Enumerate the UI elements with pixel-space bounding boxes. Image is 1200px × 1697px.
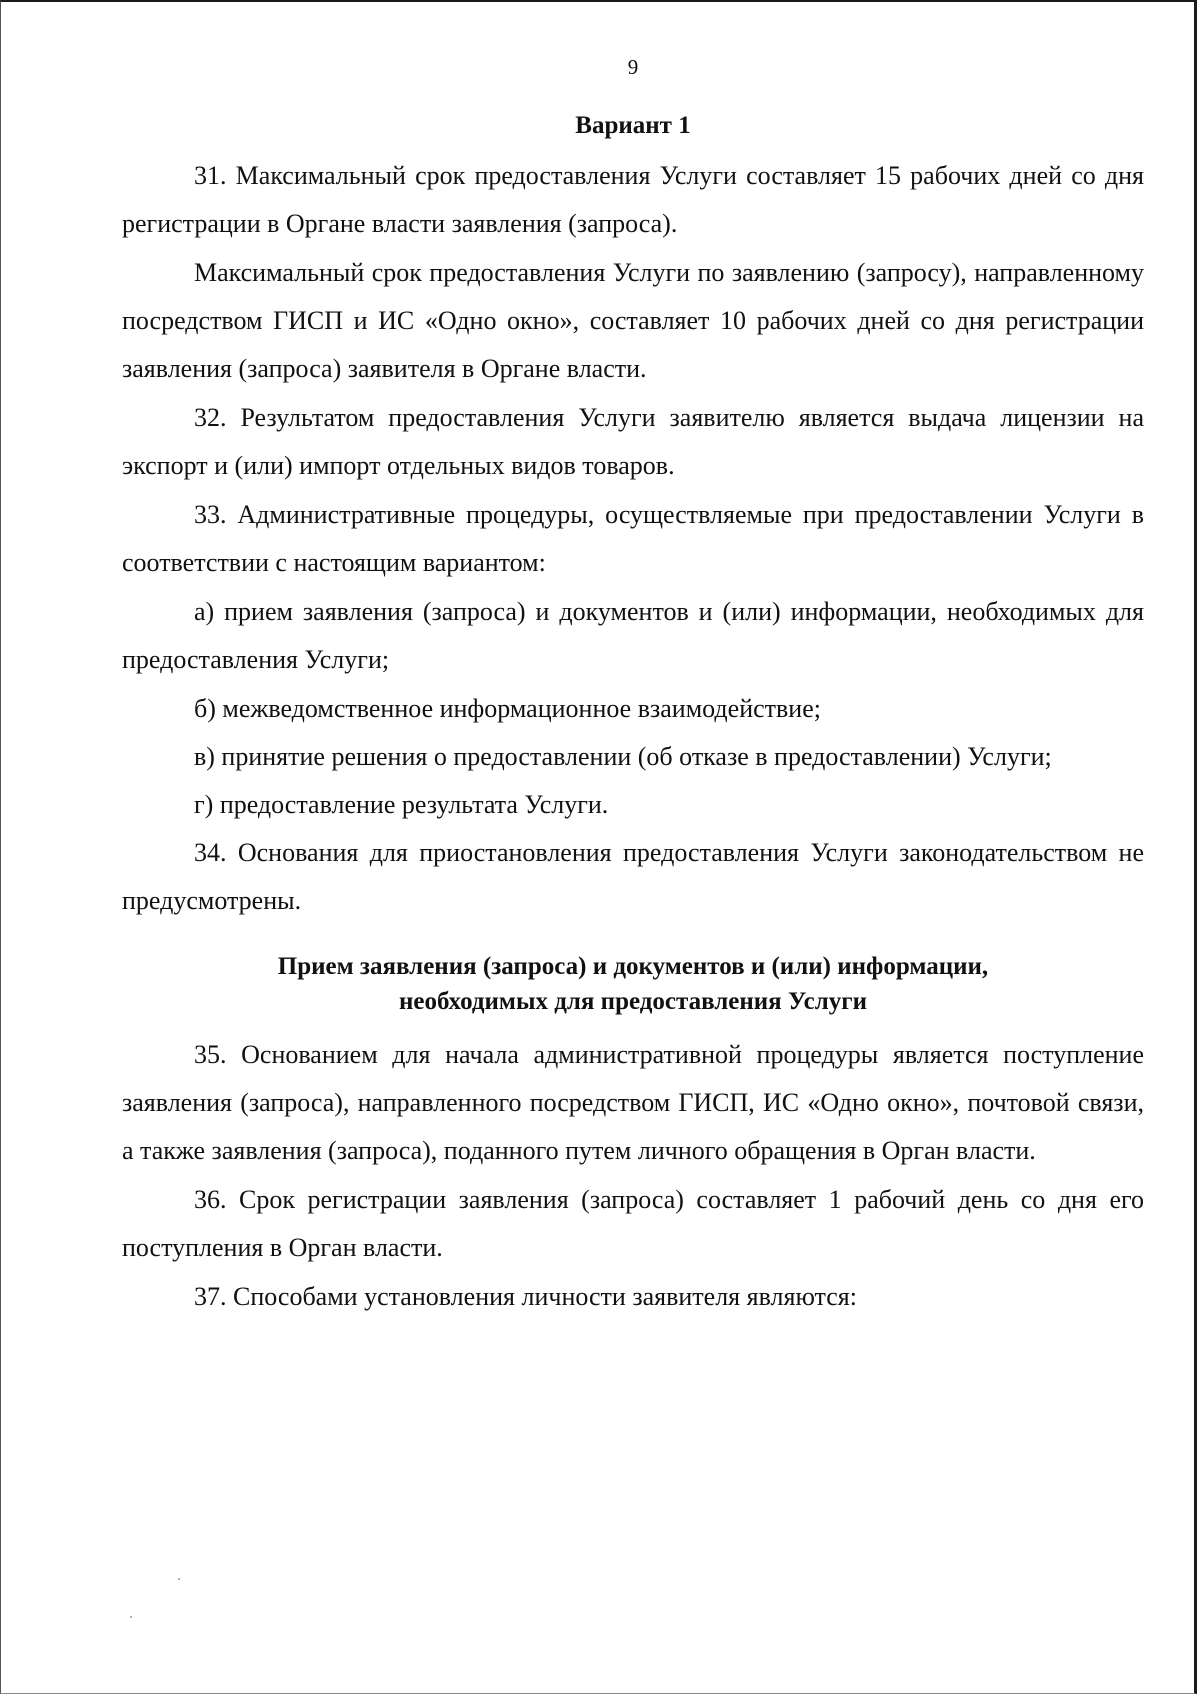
- paragraph-33: 33. Административные процедуры, осуществляемые при предоставлении Услуги в соответствии с настоящим вариантом:: [122, 500, 1144, 577]
- paragraph-31-continued: Максимальный срок предоставления Услуги по заявлению (запросу), направленному посредством ГИСП и ИС «Одно окно», составляет 10 рабочих дней со дня регистрации заявления (запроса) заявителя в Органе власти.: [122, 258, 1144, 383]
- list-item-g: г) предоставление результата Услуги.: [194, 790, 609, 819]
- list-item-b: б) межведомственное информационное взаимодействие;: [194, 694, 821, 723]
- paragraph-35: 35. Основанием для начала административной процедуры является поступление заявления (запроса), направленного посредством ГИСП, ИС «Одно окно», почтовой связи, а также заявления (запроса), поданного путем личного обращения в Орган власти.: [122, 1040, 1144, 1165]
- scan-speck: [178, 1578, 180, 1580]
- paragraph-36: 36. Срок регистрации заявления (запроса) составляет 1 рабочий день со дня его поступления в Орган власти.: [122, 1185, 1144, 1262]
- paragraph-34: 34. Основания для приостановления предоставления Услуги законодательством не предусмотрены.: [122, 838, 1144, 915]
- section-heading: Вариант 1: [575, 112, 691, 139]
- paragraph-32: 32. Результатом предоставления Услуги заявителю является выдача лицензии на экспорт и (или) импорт отдельных видов товаров.: [122, 403, 1144, 480]
- paragraph-37: 37. Способами установления личности заявителя являются:: [194, 1282, 857, 1311]
- page-number: 9: [627, 55, 639, 79]
- scan-speck: [130, 1616, 132, 1618]
- list-item-v: в) принятие решения о предоставлении (об отказе в предоставлении) Услуги;: [194, 742, 1052, 771]
- document-page: [122, 52, 1144, 1322]
- subsection-heading: [122, 949, 1144, 1019]
- list-item-a: а) прием заявления (запроса) и документов и (или) информации, необходимых для предоставления Услуги;: [122, 597, 1144, 674]
- subsection-heading-line-2: необходимых для предоставления Услуги: [399, 988, 867, 1015]
- paragraph-31: 31. Максимальный срок предоставления Услуги составляет 15 рабочих дней со дня регистрации в Органе власти заявления (запроса).: [122, 161, 1144, 238]
- subsection-heading-line-1: Прием заявления (запроса) и документов и (или) информации,: [277, 953, 989, 980]
